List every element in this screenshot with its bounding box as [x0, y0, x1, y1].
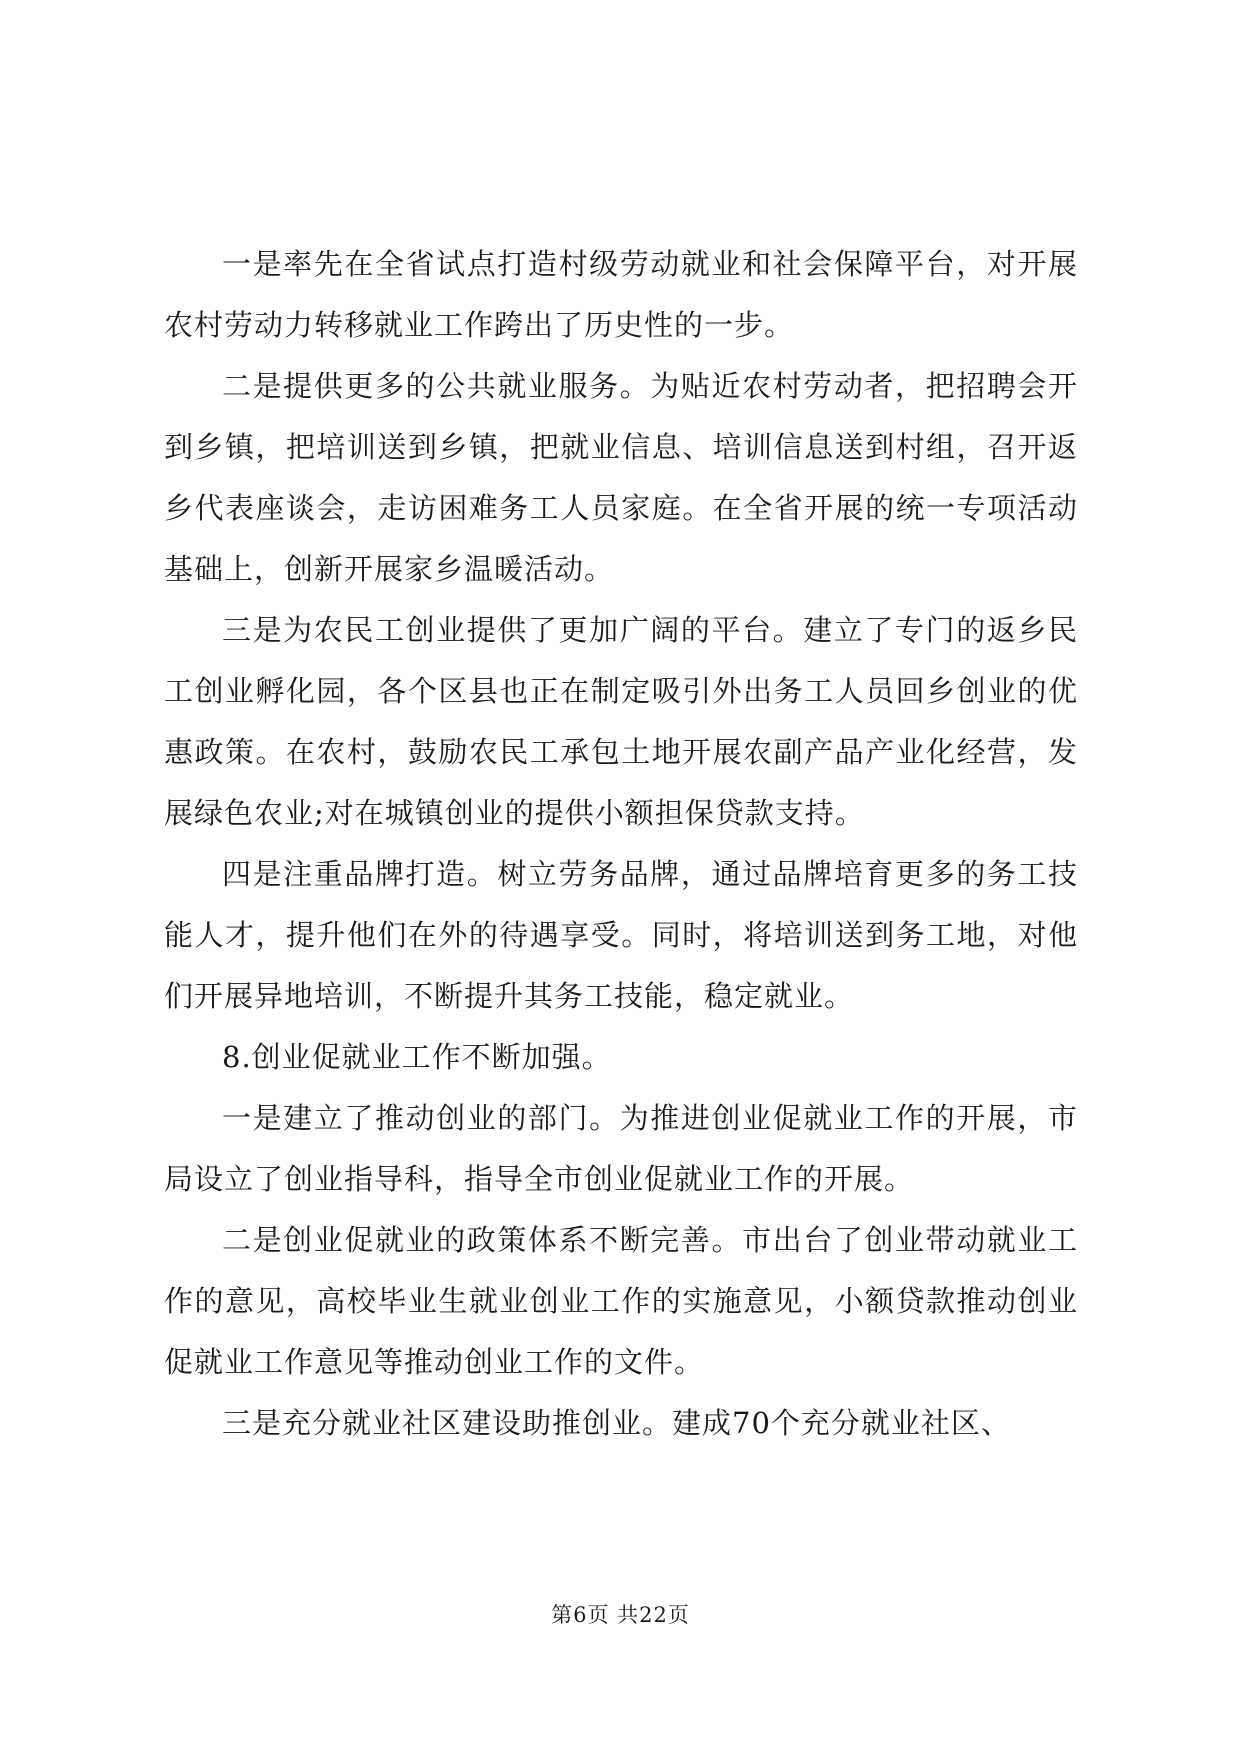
- paragraph-7: 三是充分就业社区建设助推创业。建成70个充分就业社区、: [222, 1406, 1011, 1440]
- paragraph-1: 一是率先在全省试点打造村级劳动就业和社会保障平台，对开展农村劳动力转移就业工作跨出了历史性的一步。: [164, 247, 1078, 342]
- paragraph-5: 一是建立了推动创业的部门。为推进创业促就业工作的开展，市局设立了创业指导科，指导全市创业促就业工作的开展。: [164, 1101, 1078, 1196]
- paragraph-3: 三是为农民工创业提供了更加广阔的平台。建立了专门的返乡民工创业孵化园，各个区县也正在制定吸引外出务工人员回乡创业的优惠政策。在农村，鼓励农民工承包土地开展农副产品产业化经营，发展绿色农业;对在城镇创业的提供小额担保贷款支持。: [164, 613, 1078, 830]
- section-heading-8: 8.创业促就业工作不断加强。: [222, 1040, 612, 1074]
- document-body: [164, 234, 1078, 1454]
- paragraph-2: 二是提供更多的公共就业服务。为贴近农村劳动者，把招聘会开到乡镇，把培训送到乡镇，把就业信息、培训信息送到村组，召开返乡代表座谈会，走访困难务工人员家庭。在全省开展的统一专项活动基础上，创新开展家乡温暖活动。: [164, 369, 1078, 586]
- paragraph-4: 四是注重品牌打造。树立劳务品牌，通过品牌培育更多的务工技能人才，提升他们在外的待遇享受。同时，将培训送到务工地，对他们开展异地培训，不断提升其务工技能，稳定就业。: [164, 857, 1078, 1013]
- paragraph-6: 二是创业促就业的政策体系不断完善。市出台了创业带动就业工作的意见，高校毕业生就业创业工作的实施意见，小额贷款推动创业促就业工作意见等推动创业工作的文件。: [164, 1223, 1078, 1379]
- page-number-footer: 第6页 共22页: [551, 1603, 690, 1627]
